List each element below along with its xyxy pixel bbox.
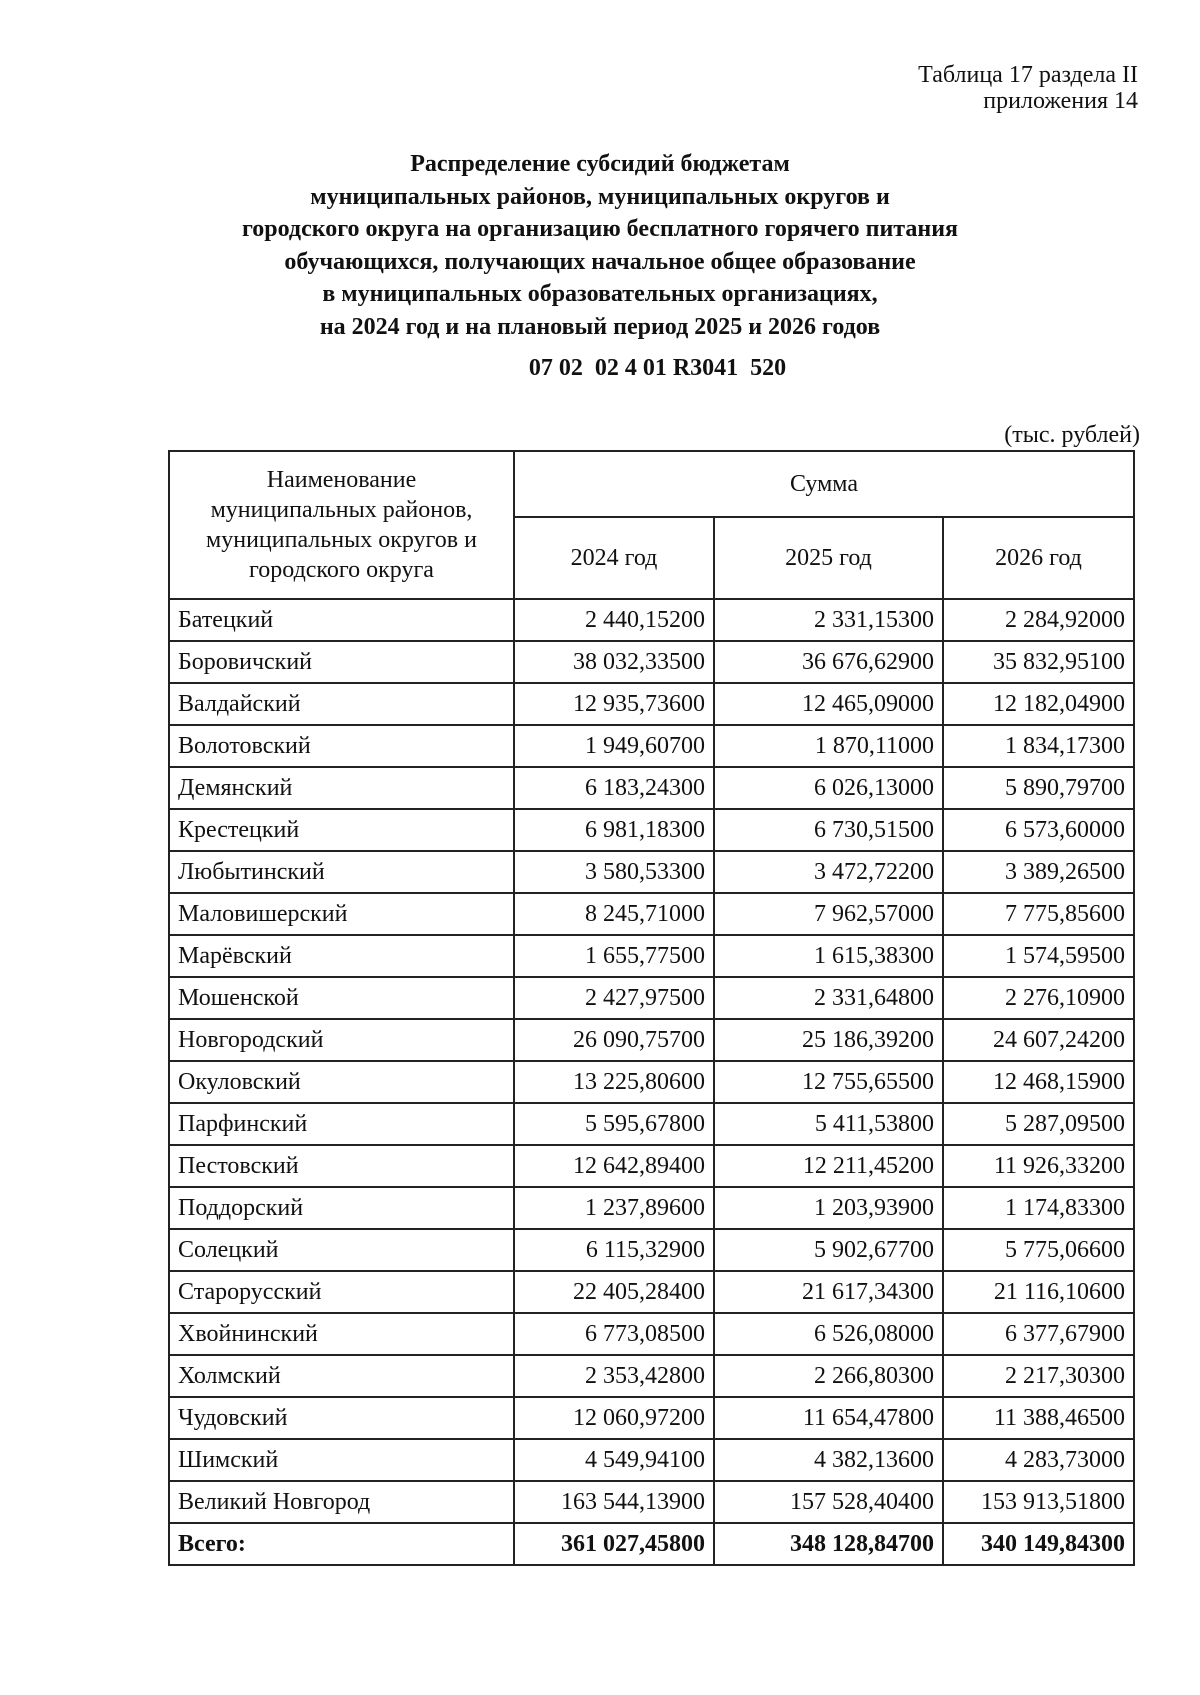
district-name: Окуловский [169, 1061, 514, 1103]
amount-2026: 11 926,33200 [943, 1145, 1134, 1187]
amount-2026: 3 389,26500 [943, 851, 1134, 893]
district-name: Маловишерский [169, 893, 514, 935]
amount-2024: 38 032,33500 [514, 641, 714, 683]
district-name: Батецкий [169, 599, 514, 641]
table-row [169, 683, 1134, 725]
header-name: Наименование муниципальных районов, муниципальных округов и городского округа [169, 451, 514, 599]
amount-2024: 13 225,80600 [514, 1061, 714, 1103]
amount-2024: 2 440,15200 [514, 599, 714, 641]
amount-2026: 1 834,17300 [943, 725, 1134, 767]
amount-2025: 6 526,08000 [714, 1313, 943, 1355]
district-name: Марёвский [169, 935, 514, 977]
amount-2026: 12 468,15900 [943, 1061, 1134, 1103]
district-name: Парфинский [169, 1103, 514, 1145]
district-name: Крестецкий [169, 809, 514, 851]
amount-2026: 340 149,84300 [943, 1523, 1134, 1565]
amount-2026: 4 283,73000 [943, 1439, 1134, 1481]
table-row [169, 1145, 1134, 1187]
budget-code: 07 02 02 4 01 R3041 520 [528, 355, 787, 381]
amount-2024: 6 773,08500 [514, 1313, 714, 1355]
amount-2025: 36 676,62900 [714, 641, 943, 683]
amount-2024: 1 237,89600 [514, 1187, 714, 1229]
table-row [169, 1313, 1134, 1355]
subsidy-table [168, 450, 1135, 1566]
district-name: Всего: [169, 1523, 514, 1565]
amount-2025: 4 382,13600 [714, 1439, 943, 1481]
table-row [169, 599, 1134, 641]
table-reference [918, 62, 1138, 114]
amount-2025: 21 617,34300 [714, 1271, 943, 1313]
amount-2025: 5 411,53800 [714, 1103, 943, 1145]
amount-2024: 361 027,45800 [514, 1523, 714, 1565]
amount-2025: 12 211,45200 [714, 1145, 943, 1187]
reference-line-2: приложения 14 [983, 88, 1138, 114]
amount-2025: 6 026,13000 [714, 767, 943, 809]
table-row [169, 641, 1134, 683]
amount-2024: 12 060,97200 [514, 1397, 714, 1439]
table-row [169, 977, 1134, 1019]
amount-2025: 3 472,72200 [714, 851, 943, 893]
district-name: Волотовский [169, 725, 514, 767]
district-name: Боровичский [169, 641, 514, 683]
amount-2025: 157 528,40400 [714, 1481, 943, 1523]
amount-2026: 11 388,46500 [943, 1397, 1134, 1439]
amount-2026: 24 607,24200 [943, 1019, 1134, 1061]
amount-2025: 25 186,39200 [714, 1019, 943, 1061]
amount-2024: 26 090,75700 [514, 1019, 714, 1061]
amount-2025: 2 331,15300 [714, 599, 943, 641]
district-name: Старорусский [169, 1271, 514, 1313]
amount-2025: 2 331,64800 [714, 977, 943, 1019]
amount-2025: 1 615,38300 [714, 935, 943, 977]
amount-2025: 5 902,67700 [714, 1229, 943, 1271]
title-line: муниципальных районов, муниципальных округов и [310, 183, 890, 210]
district-name: Шимский [169, 1439, 514, 1481]
district-name: Пестовский [169, 1145, 514, 1187]
table-row [169, 809, 1134, 851]
district-name: Солецкий [169, 1229, 514, 1271]
amount-2026: 12 182,04900 [943, 683, 1134, 725]
amount-2026: 5 890,79700 [943, 767, 1134, 809]
document-title [0, 148, 1200, 343]
title-line: обучающихся, получающих начальное общее образование [284, 248, 916, 275]
amount-2024: 1 655,77500 [514, 935, 714, 977]
table-row [169, 1481, 1134, 1523]
amount-2025: 11 654,47800 [714, 1397, 943, 1439]
amount-2024: 22 405,28400 [514, 1271, 714, 1313]
table-row [169, 1439, 1134, 1481]
table-row [169, 1271, 1134, 1313]
amount-2024: 12 642,89400 [514, 1145, 714, 1187]
header-sum: Сумма [514, 451, 1134, 517]
title-line: городского округа на организацию бесплатного горячего питания [241, 216, 959, 242]
amount-2024: 6 115,32900 [514, 1229, 714, 1271]
units-label: (тыс. рублей) [1004, 422, 1140, 448]
district-name: Мошенской [169, 977, 514, 1019]
table-row [169, 1355, 1134, 1397]
amount-2026: 1 174,83300 [943, 1187, 1134, 1229]
reference-line-1: Таблица 17 раздела II [918, 62, 1138, 88]
amount-2024: 3 580,53300 [514, 851, 714, 893]
amount-2026: 6 573,60000 [943, 809, 1134, 851]
amount-2026: 7 775,85600 [943, 893, 1134, 935]
district-name: Чудовский [169, 1397, 514, 1439]
amount-2026: 35 832,95100 [943, 641, 1134, 683]
amount-2026: 2 284,92000 [943, 599, 1134, 641]
district-name: Валдайский [169, 683, 514, 725]
district-name: Демянский [169, 767, 514, 809]
district-name: Холмский [169, 1355, 514, 1397]
amount-2025: 12 465,09000 [714, 683, 943, 725]
amount-2026: 153 913,51800 [943, 1481, 1134, 1523]
district-name: Новгородский [169, 1019, 514, 1061]
district-name: Великий Новгород [169, 1481, 514, 1523]
amount-2024: 2 427,97500 [514, 977, 714, 1019]
amount-2025: 7 962,57000 [714, 893, 943, 935]
total-row [169, 1523, 1134, 1565]
table-row [169, 1103, 1134, 1145]
amount-2025: 6 730,51500 [714, 809, 943, 851]
amount-2025: 12 755,65500 [714, 1061, 943, 1103]
amount-2025: 348 128,84700 [714, 1523, 943, 1565]
table-row [169, 1187, 1134, 1229]
amount-2026: 1 574,59500 [943, 935, 1134, 977]
amount-2025: 2 266,80300 [714, 1355, 943, 1397]
amount-2024: 2 353,42800 [514, 1355, 714, 1397]
title-line: Распределение субсидий бюджетам [410, 151, 790, 177]
table-row [169, 725, 1134, 767]
header-year: 2026 год [943, 517, 1134, 599]
district-name: Хвойнинский [169, 1313, 514, 1355]
header-year: 2024 год [514, 517, 714, 599]
title-line: в муниципальных образовательных организациях, [322, 281, 878, 307]
amount-2024: 6 981,18300 [514, 809, 714, 851]
table-row [169, 1061, 1134, 1103]
amount-2024: 6 183,24300 [514, 767, 714, 809]
amount-2024: 1 949,60700 [514, 725, 714, 767]
title-line: на 2024 год и на плановый период 2025 и 2026 годов [319, 313, 881, 340]
amount-2026: 2 276,10900 [943, 977, 1134, 1019]
table-row [169, 1229, 1134, 1271]
table-row [169, 851, 1134, 893]
amount-2026: 6 377,67900 [943, 1313, 1134, 1355]
amount-2025: 1 203,93900 [714, 1187, 943, 1229]
table-row [169, 767, 1134, 809]
table-row [169, 1019, 1134, 1061]
district-name: Любытинский [169, 851, 514, 893]
amount-2024: 4 549,94100 [514, 1439, 714, 1481]
header-year: 2025 год [714, 517, 943, 599]
table-row [169, 935, 1134, 977]
amount-2025: 1 870,11000 [714, 725, 943, 767]
amount-2024: 12 935,73600 [514, 683, 714, 725]
amount-2026: 5 287,09500 [943, 1103, 1134, 1145]
amount-2026: 5 775,06600 [943, 1229, 1134, 1271]
table-row [169, 893, 1134, 935]
amount-2026: 21 116,10600 [943, 1271, 1134, 1313]
amount-2026: 2 217,30300 [943, 1355, 1134, 1397]
amount-2024: 163 544,13900 [514, 1481, 714, 1523]
district-name: Поддорский [169, 1187, 514, 1229]
amount-2024: 5 595,67800 [514, 1103, 714, 1145]
table-row [169, 1397, 1134, 1439]
amount-2024: 8 245,71000 [514, 893, 714, 935]
